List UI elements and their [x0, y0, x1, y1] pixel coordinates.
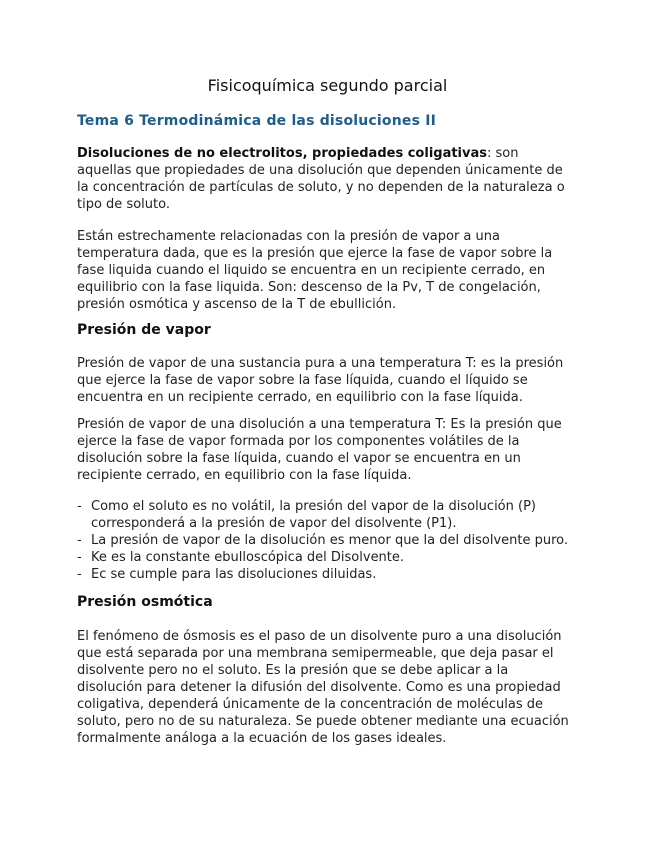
- section-heading-presion-osmotica: Presión osmótica: [77, 594, 213, 610]
- paragraph-presion-osmotica: El fenómeno de ósmosis es el paso de un disolvente puro a una disolución que está separada por una membrana semipermeable, que deja pasar el disolvente pero no el soluto. Es la presión que se debe aplicar a la disolución para detener la difusión del disolvente. Como es una propiedad coligativa, dependerá únicamente de la concentración de moléculas de soluto, pero no de su naturaleza. Se puede obtener mediante una ecuación formalmente análoga a la ecuación de los gases ideales.: [77, 629, 569, 746]
- list-item: - Ec se cumple para las disoluciones diluidas.: [77, 566, 577, 583]
- list-item: - La presión de vapor de la disolución es menor que la del disolvente puro.: [77, 532, 577, 549]
- paragraph-presion-vapor-pura: Presión de vapor de una sustancia pura a una temperatura T: es la presión que ejerce la fase de vapor sobre la fase líquida, cuando el líquido se encuentra en un recipiente cerrado, en equilibrio con la fase líquida.: [77, 356, 564, 405]
- intro-definition: : son aquellas que propiedades de una disolución que dependen únicamente de la concentración de partículas de soluto, y no dependen de la naturaleza o tipo de soluto.: [77, 146, 565, 212]
- paragraph-presion-vapor-disolucion: Presión de vapor de una disolución a una temperatura T: Es la presión que ejerce la fase de vapor formada por los componentes volátiles de la disolución sobre la fase líquida, cuando el vapor se encuentra en un recipiente cerrado, en equilibrio con la fase líquida.: [77, 417, 562, 483]
- topic-heading: Tema 6 Termodinámica de las disoluciones II: [77, 113, 437, 129]
- bullet-list: [77, 498, 577, 583]
- section-heading-presion-vapor: Presión de vapor: [77, 322, 211, 338]
- list-item: - Ke es la constante ebulloscópica del Disolvente.: [77, 549, 577, 566]
- intro-term: Disoluciones de no electrolitos, propiedades coligativas: [77, 146, 488, 161]
- document-title: Fisicoquímica segundo parcial: [207, 76, 448, 95]
- intro-paragraph-2: Están estrechamente relacionadas con la presión de vapor a una temperatura dada, que es la presión que ejerce la fase de vapor sobre la fase liquida cuando el liquido se encuentra en un recipiente cerrado, en equilibrio con la fase liquida. Son: descenso de la Pv, T de congelación, presión osmótica y ascenso de la T de ebullición.: [77, 229, 553, 312]
- intro-paragraph: [77, 145, 577, 213]
- list-item: - Como el soluto es no volátil, la presión del vapor de la disolución (P) corresponderá a la presión de vapor del disolvente (P1).: [77, 498, 577, 532]
